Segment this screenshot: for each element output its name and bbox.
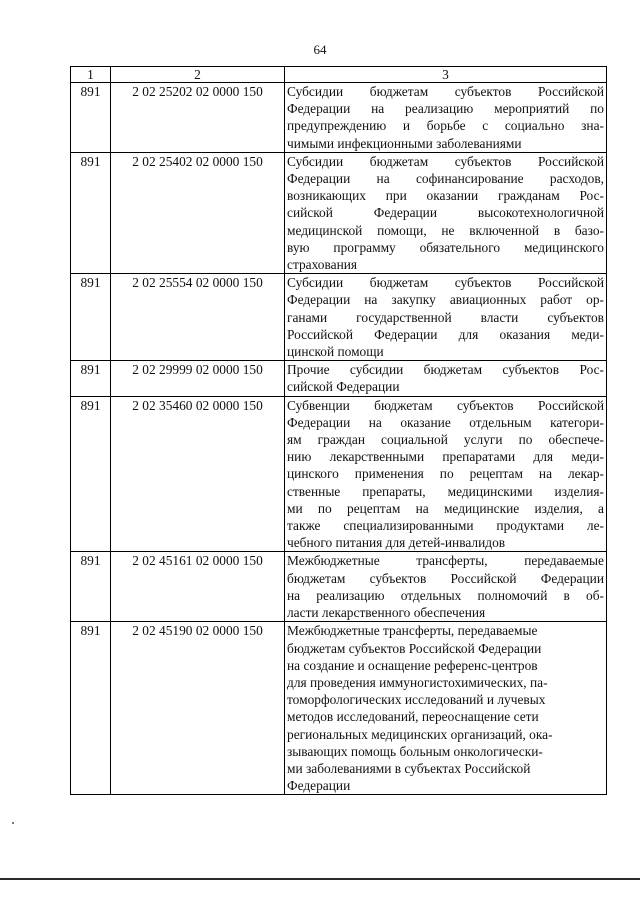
budget-codes-table xyxy=(70,66,607,795)
admin-code-cell: 891 xyxy=(71,396,111,552)
table-row xyxy=(71,622,607,795)
description-line: Субсидии бюджетам субъектов Российской xyxy=(287,84,604,99)
description-line: Федерации на софинансирование расходов, xyxy=(287,171,604,187)
description-line: бюджетам субъектов Российской Федерации xyxy=(287,570,604,586)
table-row xyxy=(71,396,607,552)
description-cell xyxy=(285,274,607,361)
budget-code-cell: 2 02 45190 02 0000 150 xyxy=(111,622,285,795)
admin-code-cell: 891 xyxy=(71,552,111,622)
description-line: Прочие субсидии бюджетам субъектов Рос- xyxy=(287,362,604,378)
admin-code-cell: 891 xyxy=(71,152,111,273)
admin-code-cell: 891 xyxy=(71,361,111,396)
description-line: для проведения иммуногистохимических, па- xyxy=(287,674,548,690)
description-line: томорфологических исследований и лучевых xyxy=(287,692,546,708)
description-line: предупреждению и борьбе с социально зна- xyxy=(287,118,604,134)
column-header-1: 1 xyxy=(71,67,111,83)
description-cell xyxy=(285,83,607,153)
budget-code-cell: 2 02 25202 02 0000 150 xyxy=(111,83,285,153)
table-row xyxy=(71,152,607,273)
page-number: 64 xyxy=(313,42,327,57)
description-line: чимыми инфекционными заболеваниями xyxy=(287,135,522,151)
description-line: цинского применения по рецептам на лекар- xyxy=(287,466,604,482)
description-line: ласти лекарственного обеспечения xyxy=(287,605,486,621)
description-cell xyxy=(285,152,607,273)
description-line: ственные препараты, медицинскими изделия- xyxy=(287,483,604,499)
budget-code-cell: 2 02 35460 02 0000 150 xyxy=(111,396,285,552)
description-cell xyxy=(285,552,607,622)
table-row xyxy=(71,83,607,153)
description-line: возникающих при оказании гражданам Рос- xyxy=(287,188,604,204)
description-line: Федерации на закупку авиационных работ ор- xyxy=(287,292,604,308)
description-line: Субсидии бюджетам субъектов Российской xyxy=(287,275,604,291)
description-line: региональных медицинских организаций, ока- xyxy=(287,726,553,742)
description-line: методов исследований, переоснащение сети xyxy=(287,709,539,725)
admin-code-cell: 891 xyxy=(71,83,111,153)
description-line: Межбюджетные трансферты, передаваемые xyxy=(287,623,538,639)
description-line: ганами государственной власти субъектов xyxy=(287,309,604,325)
budget-code-cell: 2 02 25402 02 0000 150 xyxy=(111,152,285,273)
description-line: Федерации xyxy=(287,778,351,794)
description-line: ям граждан социальной услуги по обеспече- xyxy=(287,432,604,448)
description-line: медицинской помощи, не включенной в базо- xyxy=(287,222,604,238)
description-line: Субсидии бюджетам субъектов Российской xyxy=(287,153,604,169)
description-line: ми по рецептам на медицинские изделия, а xyxy=(287,500,604,516)
table-row xyxy=(71,552,607,622)
budget-code-cell: 2 02 45161 02 0000 150 xyxy=(111,552,285,622)
description-line: на реализацию отдельных полномочий в об- xyxy=(287,587,604,603)
scan-bottom-edge xyxy=(0,878,640,880)
description-cell xyxy=(285,361,607,396)
description-line: бюджетам субъектов Российской Федерации xyxy=(287,640,542,656)
description-line: Федерации на реализацию мероприятий по xyxy=(287,101,604,117)
description-line: зывающих помощь больным онкологически- xyxy=(287,743,543,759)
description-line: Российской Федерации для оказания меди- xyxy=(287,326,604,342)
description-cell xyxy=(285,622,607,795)
column-header-3: 3 xyxy=(285,67,607,83)
description-line: Федерации на оказание отдельным категори- xyxy=(287,414,604,430)
description-line: вую программу обязательного медицинского xyxy=(287,239,604,255)
table-row xyxy=(71,274,607,361)
admin-code-cell: 891 xyxy=(71,274,111,361)
budget-code-cell: 2 02 25554 02 0000 150 xyxy=(111,274,285,361)
description-line: нию лекарственными препаратами для меди- xyxy=(287,449,604,465)
description-line: также специализированными продуктами ле- xyxy=(287,518,604,534)
description-line: страхования xyxy=(287,257,358,273)
description-line: ми заболеваниями в субъектах Российской xyxy=(287,760,531,776)
scan-speck xyxy=(12,822,14,824)
description-line: Межбюджетные трансферты, передаваемые xyxy=(287,553,604,569)
description-line: Субвенции бюджетам субъектов Российской xyxy=(287,397,604,413)
description-cell xyxy=(285,396,607,552)
table-header-row xyxy=(71,67,607,83)
admin-code-cell: 891 xyxy=(71,622,111,795)
budget-code-cell: 2 02 29999 02 0000 150 xyxy=(111,361,285,396)
description-line: на создание и оснащение референс-центров xyxy=(287,657,538,673)
description-line: чебного питания для детей-инвалидов xyxy=(287,535,506,551)
description-line: сийской Федерации высокотехнологичной xyxy=(287,205,604,221)
description-line: цинской помощи xyxy=(287,344,384,360)
column-header-2: 2 xyxy=(111,67,285,83)
table-row xyxy=(71,361,607,396)
description-line: сийской Федерации xyxy=(287,379,400,395)
